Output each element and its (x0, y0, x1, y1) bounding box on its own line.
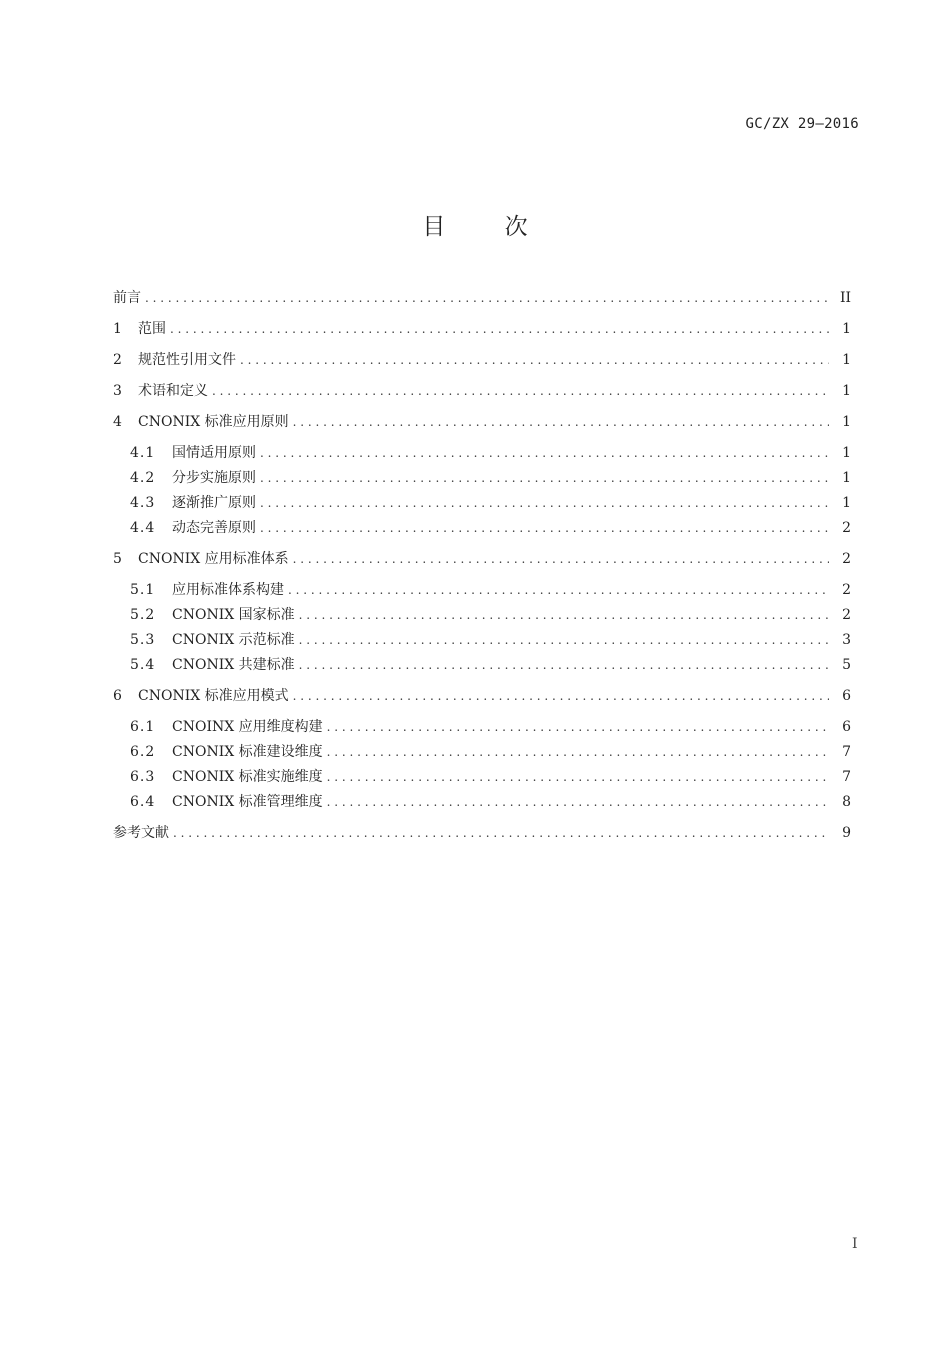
toc-entry-label: 逐渐推广原则 (172, 495, 256, 511)
toc-entry-label: CNONIX 标准建设维度 (172, 744, 323, 760)
dot-leader (293, 686, 829, 706)
toc-entry-page: 2 (842, 551, 851, 567)
toc-entry-page: II (839, 290, 851, 306)
toc-entry-page: 1 (842, 321, 851, 337)
toc-entry-label: 范围 (138, 321, 166, 337)
toc-entry-page: 2 (842, 582, 851, 598)
toc-entry[interactable] (113, 350, 851, 381)
toc-entry-label: CNONIX 标准应用原则 (138, 414, 289, 430)
toc-entry-label: CNONIX 标准应用模式 (138, 688, 289, 704)
toc-entry-number: 6.2 (130, 744, 156, 760)
toc-entry-label: 分步实施原则 (172, 470, 256, 486)
page-number: I (852, 1236, 858, 1252)
toc-title: 目 次 (422, 214, 554, 240)
toc-entry[interactable] (113, 686, 851, 717)
toc-entry[interactable] (113, 443, 851, 468)
document-code: GC/ZX 29—2016 (745, 116, 859, 132)
toc-entry-number: 6.3 (130, 769, 156, 785)
toc-entry-page: 1 (842, 383, 851, 399)
dot-leader (260, 518, 829, 538)
toc-entry-number: 6 (113, 688, 122, 704)
dot-leader (260, 493, 829, 513)
dot-leader (240, 350, 829, 370)
dot-leader (170, 319, 829, 339)
toc-entry-label: CNONIX 示范标准 (172, 632, 295, 648)
toc-entry-label: 应用标准体系构建 (172, 582, 284, 598)
dot-leader (327, 767, 829, 787)
toc-entry-number: 1 (113, 321, 122, 337)
toc-entry-page: 7 (842, 769, 851, 785)
dot-leader (212, 381, 829, 401)
toc-entry-label: CNONIX 国家标准 (172, 607, 295, 623)
toc-entry[interactable] (113, 319, 851, 350)
toc-entry[interactable] (113, 792, 851, 823)
toc-entry-page: 1 (842, 470, 851, 486)
toc-entry[interactable] (113, 468, 851, 493)
toc-entry-number: 6.4 (130, 794, 156, 810)
toc-entry-label: CNONIX 标准管理维度 (172, 794, 323, 810)
toc-entry[interactable] (113, 767, 851, 792)
toc-entry-number: 6.1 (130, 719, 156, 735)
toc-entry-page: 6 (842, 688, 851, 704)
dot-leader (299, 605, 829, 625)
toc-entry-label: 动态完善原则 (172, 520, 256, 536)
dot-leader (145, 288, 829, 308)
toc-entry-label: CNONIX 标准实施维度 (172, 769, 323, 785)
toc-entry-number: 2 (113, 352, 122, 368)
toc-entry-page: 2 (842, 520, 851, 536)
toc-entry-number: 5.4 (130, 657, 156, 673)
toc-entry-page: 3 (842, 632, 851, 648)
toc-entry-label: CNOINX 应用维度构建 (172, 719, 323, 735)
toc-entry[interactable] (113, 412, 851, 443)
toc-entry-page: 8 (842, 794, 851, 810)
toc-entry-label: 国情适用原则 (172, 445, 256, 461)
toc-entry[interactable] (113, 518, 851, 549)
toc-entry[interactable] (113, 288, 851, 319)
toc-entry-label: 前言 (113, 290, 141, 306)
toc-entry-number: 3 (113, 383, 122, 399)
toc-entry-number: 5.1 (130, 582, 156, 598)
toc-entry-number: 4.1 (130, 445, 156, 461)
dot-leader (299, 655, 829, 675)
dot-leader (299, 630, 829, 650)
toc-entry-label: CNONIX 共建标准 (172, 657, 295, 673)
toc-entry[interactable] (113, 717, 851, 742)
dot-leader (260, 443, 829, 463)
dot-leader (173, 823, 829, 843)
toc-entry-page: 6 (842, 719, 851, 735)
toc-entry[interactable] (113, 823, 851, 854)
toc-entry-page: 1 (842, 445, 851, 461)
toc-entry-number: 5 (113, 551, 122, 567)
toc-entry-label: 规范性引用文件 (138, 352, 236, 368)
toc-entry[interactable] (113, 605, 851, 630)
dot-leader (293, 412, 829, 432)
toc-entry-number: 5.3 (130, 632, 156, 648)
toc-entry-number: 4 (113, 414, 122, 430)
toc-entry-page: 9 (842, 825, 851, 841)
dot-leader (327, 742, 829, 762)
toc-entry[interactable] (113, 549, 851, 580)
toc-entry[interactable] (113, 580, 851, 605)
toc-entry-label: CNONIX 应用标准体系 (138, 551, 289, 567)
table-of-contents (113, 288, 851, 854)
toc-entry-label: 参考文献 (113, 825, 169, 841)
dot-leader (293, 549, 829, 569)
dot-leader (327, 792, 829, 812)
toc-entry[interactable] (113, 493, 851, 518)
toc-entry[interactable] (113, 655, 851, 686)
toc-entry-number: 5.2 (130, 607, 156, 623)
toc-entry-page: 1 (842, 414, 851, 430)
toc-entry-page: 7 (842, 744, 851, 760)
toc-entry-page: 1 (842, 495, 851, 511)
dot-leader (260, 468, 829, 488)
toc-entry-number: 4.3 (130, 495, 156, 511)
toc-entry-label: 术语和定义 (138, 383, 208, 399)
toc-entry-page: 1 (842, 352, 851, 368)
dot-leader (288, 580, 829, 600)
toc-entry[interactable] (113, 630, 851, 655)
toc-entry-page: 2 (842, 607, 851, 623)
toc-entry-page: 5 (842, 657, 851, 673)
dot-leader (327, 717, 829, 737)
toc-entry-number: 4.4 (130, 520, 156, 536)
toc-entry[interactable] (113, 381, 851, 412)
toc-entry[interactable] (113, 742, 851, 767)
toc-entry-number: 4.2 (130, 470, 156, 486)
